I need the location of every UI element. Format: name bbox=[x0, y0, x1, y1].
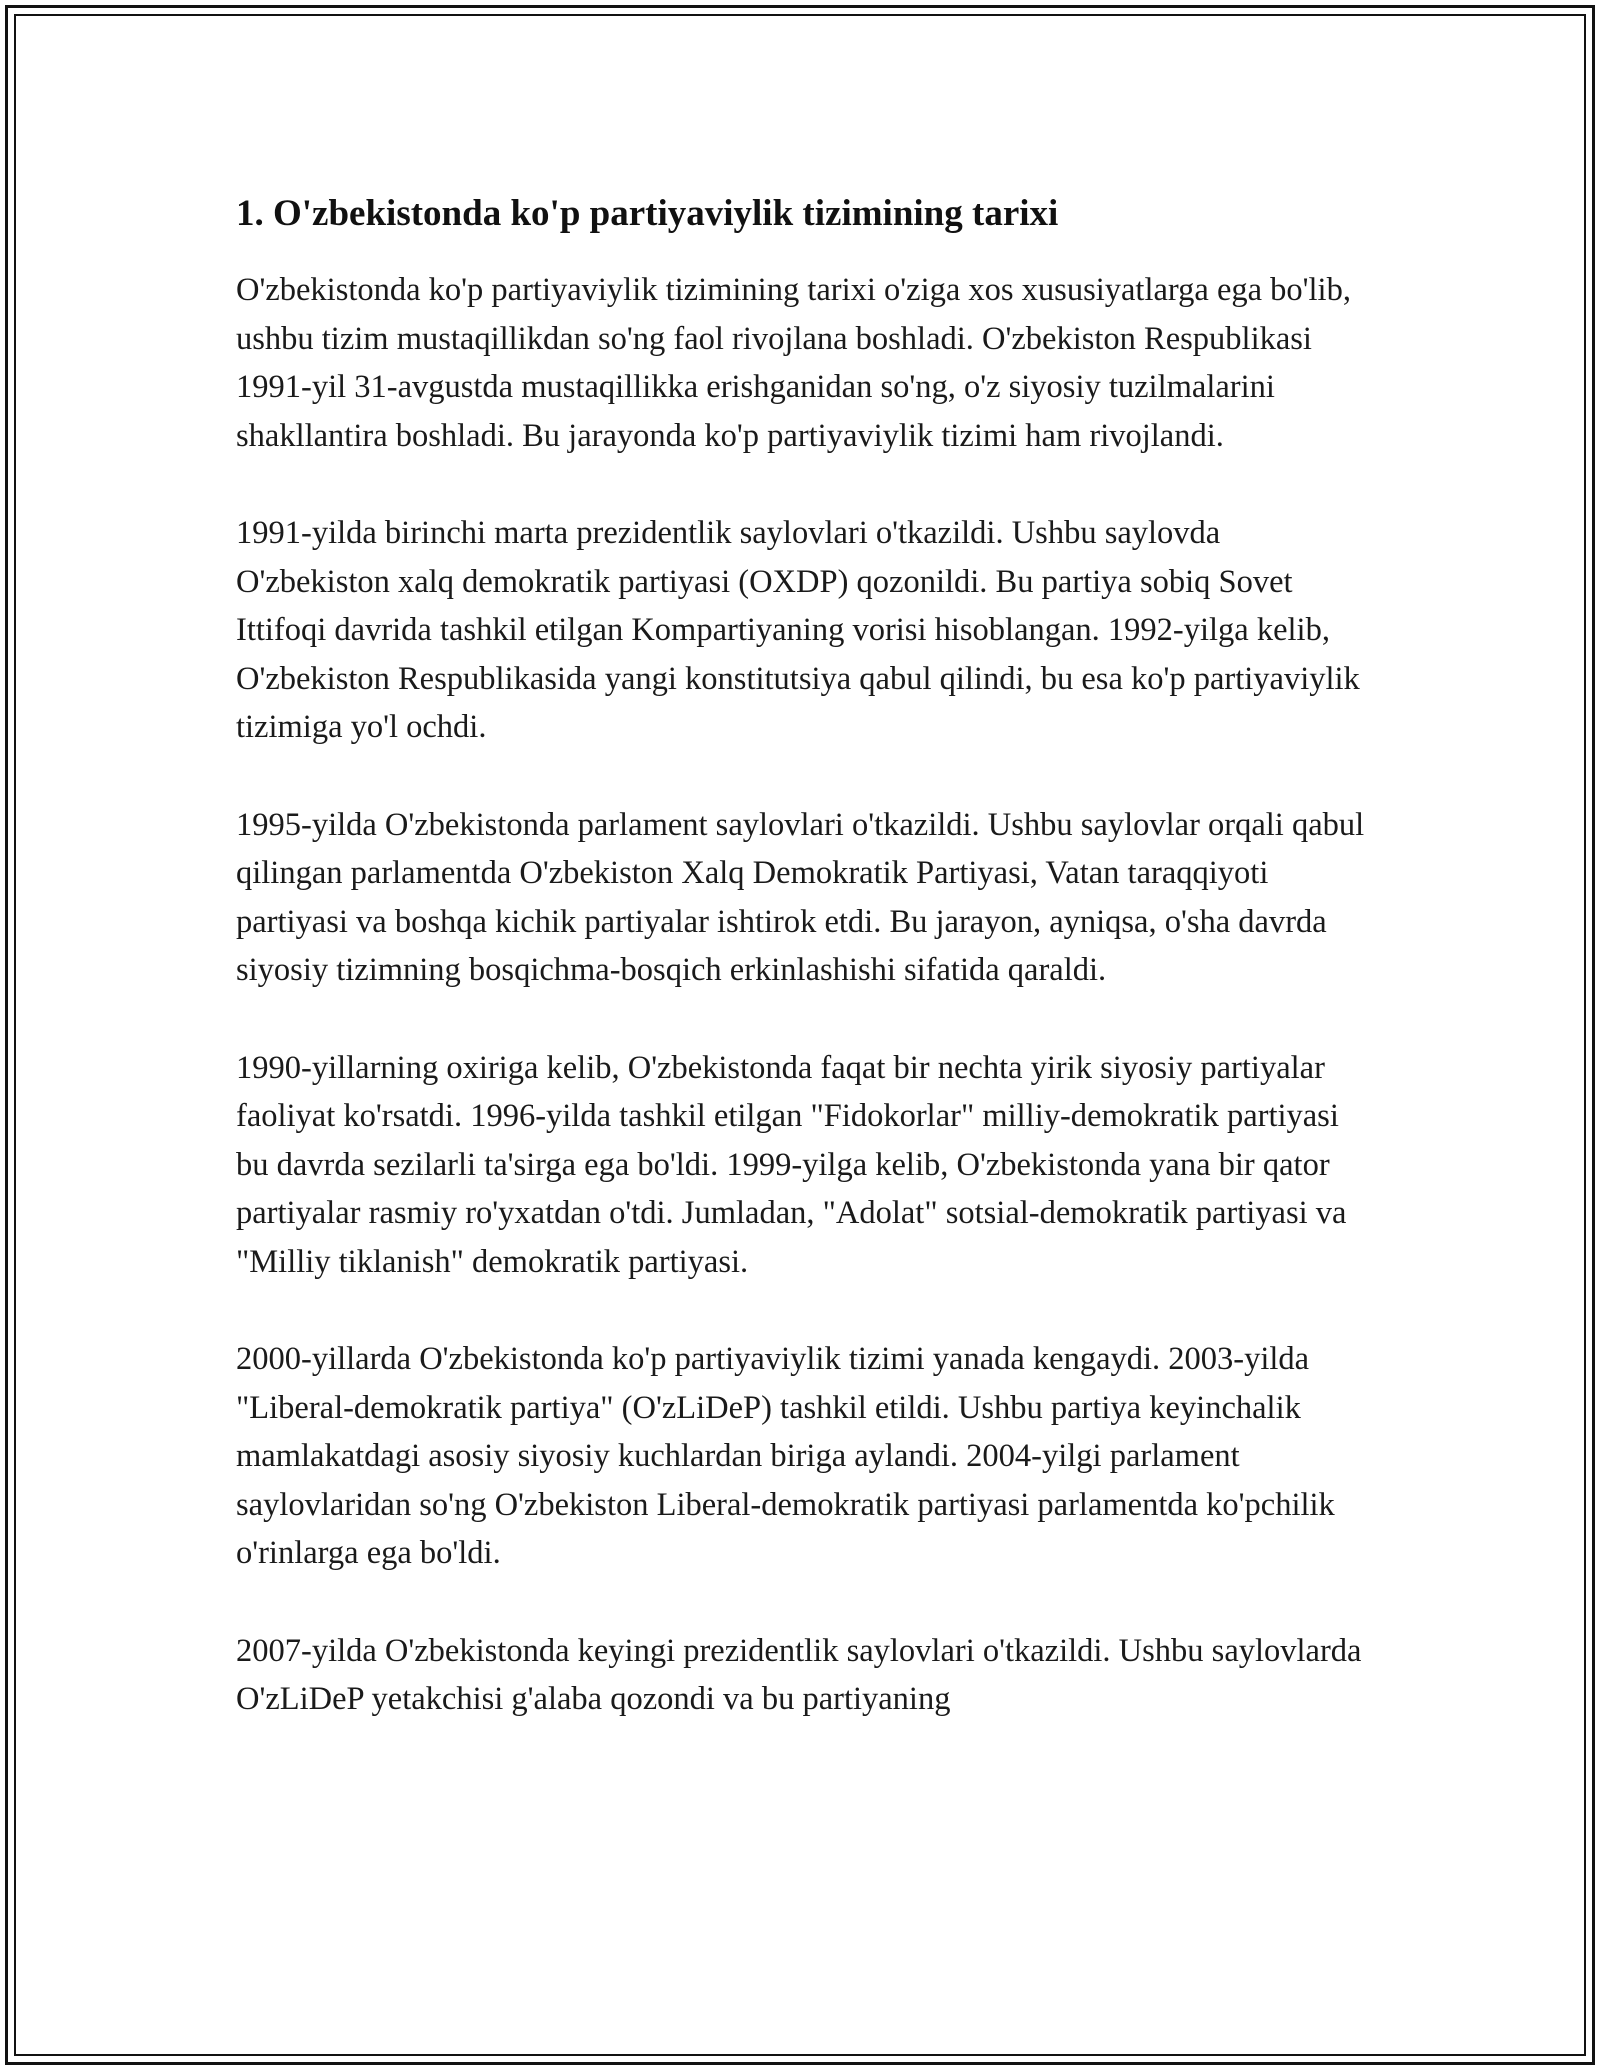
paragraph-5: 2000-yillarda O'zbekistonda ko'p partiyaviylik tizimi yanada kengaydi. 2003-yilda "Liberal-demokratik partiya" (O'zLiDeP) tashkil etildi. Ushbu partiya keyinchalik mamlakatdagi asosiy siyosiy kuchlardan biriga aylandi. 2004-yilgi parlament saylovlaridan so'ng O'zbekiston Liberal-demokratik partiyasi parlamentda ko'pchilik o'rinlarga ega bo'ldi. bbox=[236, 1341, 1335, 1571]
document-body bbox=[236, 186, 1366, 1773]
section-heading: 1. O'zbekistonda ko'p partiyaviylik tizimining tarixi bbox=[236, 193, 1059, 234]
paragraph-6: 2007-yilda O'zbekistonda keyingi prezidentlik saylovlari o'tkazildi. Ushbu saylovlarda O'zLiDeP yetakchisi g'alaba qozondi va bu partiyaning bbox=[236, 1632, 1362, 1717]
paragraph-3: 1995-yilda O'zbekistonda parlament saylovlari o'tkazildi. Ushbu saylovlar orqali qabul qilingan parlamentda O'zbekiston Xalq Demokratik Partiyasi, Vatan taraqqiyoti partiyasi va boshqa kichik partiyalar ishtirok etdi. Bu jarayon, ayniqsa, o'sha davrda siyosiy tizimning bosqichma-bosqich erkinlashishi sifatida qaraldi. bbox=[236, 806, 1365, 988]
paragraph-2: 1991-yilda birinchi marta prezidentlik saylovlari o'tkazildi. Ushbu saylovda O'zbekiston xalq demokratik partiyasi (OXDP) qozonildi. Bu partiya sobiq Sovet Ittifoqi davrida tashkil etilgan Kompartiyaning vorisi hisoblangan. 1992-yilga kelib, O'zbekiston Respublikasida yangi konstitutsiya qabul qilindi, bu esa ko'p partiyaviylik tizimiga yo'l ochdi. bbox=[236, 515, 1360, 745]
paragraph-4: 1990-yillarning oxiriga kelib, O'zbekistonda faqat bir nechta yirik siyosiy partiyalar faoliyat ko'rsatdi. 1996-yilda tashkil etilgan "Fidokorlar" milliy-demokratik partiyasi bu davrda sezilarli ta'sirga ega bo'ldi. 1999-yilga kelib, O'zbekistonda yana bir qator partiyalar rasmiy ro'yxatdan o'tdi. Jumladan, "Adolat" sotsial-demokratik partiyasi va "Milliy tiklanish" demokratik partiyasi. bbox=[236, 1049, 1347, 1280]
paragraph-1: O'zbekistonda ko'p partiyaviylik tizimining tarixi o'ziga xos xususiyatlarga ega bo'lib, ushbu tizim mustaqillikdan so'ng faol rivojlana boshladi. O'zbekiston Respublikasi 1991-yil 31-avgustda mustaqillikka erishganidan so'ng, o'z siyosiy tuzilmalarini shakllantira boshladi. Bu jarayonda ko'p partiyaviylik tizimi ham rivojlandi. bbox=[236, 272, 1351, 454]
